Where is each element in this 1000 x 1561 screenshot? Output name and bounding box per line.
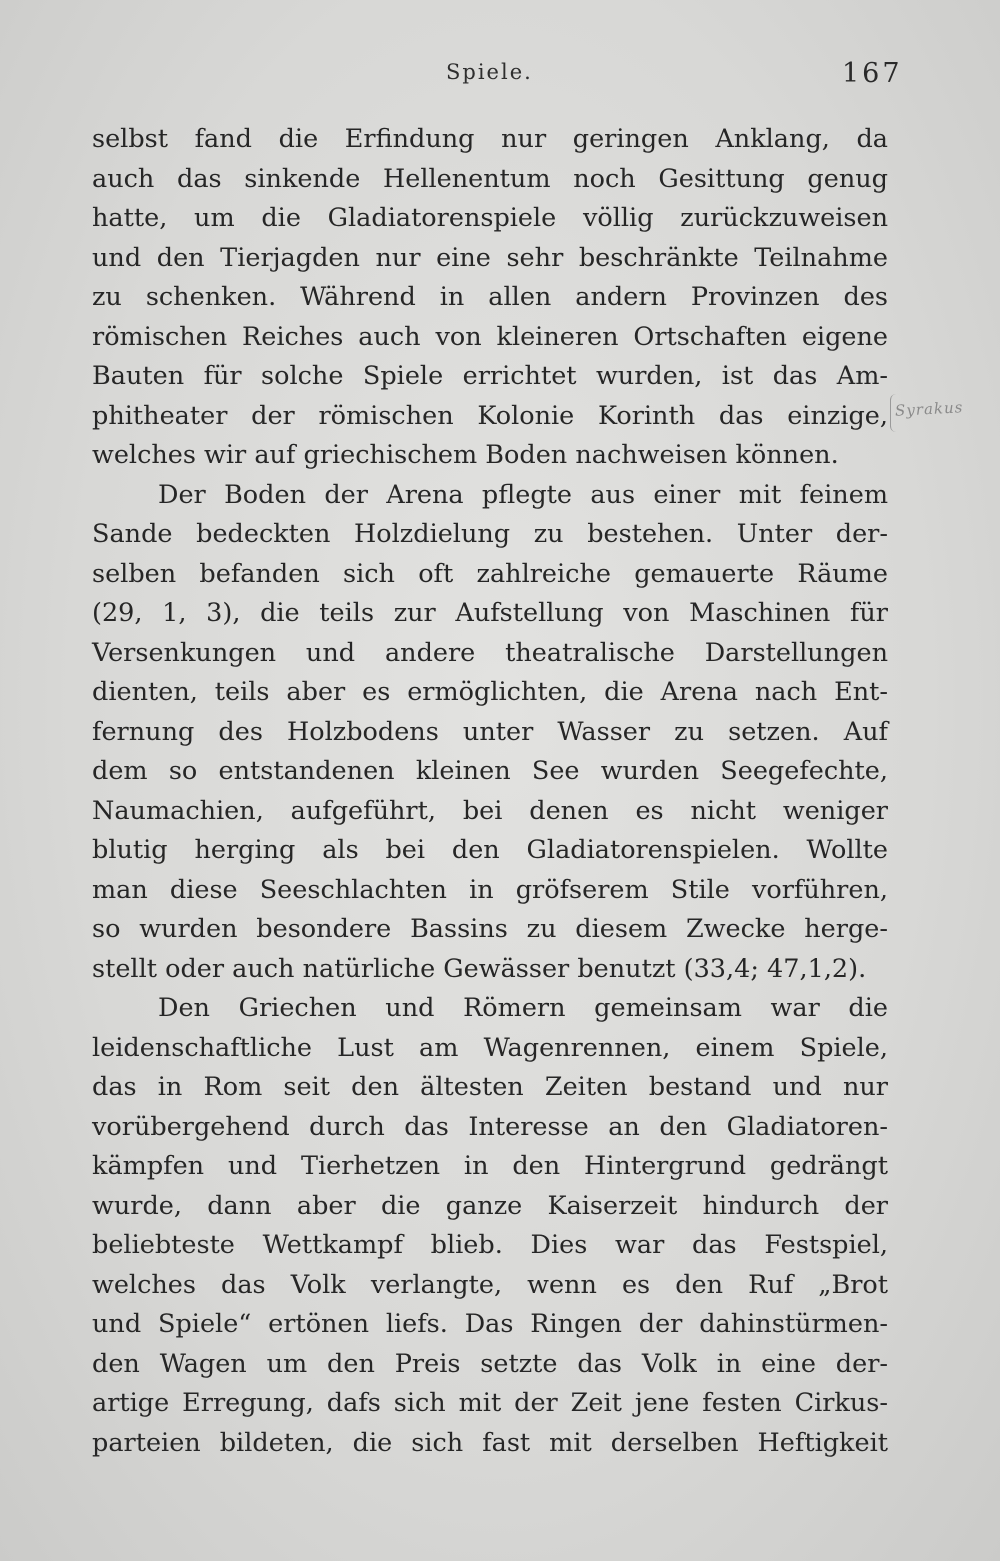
text-line: hatte, um die Gladiatorenspiele völlig zurückzuweisen <box>92 203 888 233</box>
text-line: welches das Volk verlangte, wenn es den Ruf „Brot <box>92 1269 888 1300</box>
text-line: auch das sinkende Hellenentum noch Gesittung genug <box>92 163 888 194</box>
text-line: parteien bildeten, die sich fast mit derselben Heftigkeit <box>92 1427 888 1458</box>
text-line: und Spiele“ ertönen liefs. Das Ringen der dahinstürmen- <box>92 1309 888 1339</box>
paragraph-first-line: Der Boden der Arena pflegte aus einer mit feinem <box>158 479 888 510</box>
text-line: welches wir auf griechischem Boden nachweisen können. <box>92 440 839 470</box>
text-line: dienten, teils aber es ermöglichten, die Arena nach Ent- <box>92 677 888 707</box>
text-line: Sande bedeckten Holzdielung zu bestehen. Unter der- <box>92 519 888 549</box>
text-line: fernung des Holzbodens unter Wasser zu setzen. Auf <box>92 716 888 747</box>
text-line: das in Rom seit den ältesten Zeiten bestand und nur <box>92 1072 888 1102</box>
text-line: Bauten für solche Spiele errichtet wurden, ist das Am- <box>92 361 888 391</box>
running-head <box>0 60 1000 90</box>
text-line: Versenkungen und andere theatralische Darstellungen <box>92 637 888 668</box>
text-line: vorübergehend durch das Interesse an den Gladiatoren- <box>92 1111 888 1142</box>
running-head-title: Spiele. <box>446 60 533 84</box>
text-line: kämpfen und Tierhetzen in den Hintergrund gedrängt <box>92 1151 888 1181</box>
text-line: selben befanden sich oft zahlreiche gemauerte Räume <box>92 558 888 589</box>
text-line: phitheater der römischen Kolonie Korinth das einzige, <box>92 400 888 431</box>
marginal-handwritten-note: Syrakus <box>894 398 964 420</box>
text-line: zu schenken. Während in allen andern Provinzen des <box>92 282 888 312</box>
text-line: wurde, dann aber die ganze Kaiserzeit hindurch der <box>92 1190 888 1221</box>
text-line: Naumachien, aufgeführt, bei denen es nicht weniger <box>92 795 888 826</box>
text-line: blutig herging als bei den Gladiatorenspielen. Wollte <box>92 835 888 865</box>
text-line: artige Erregung, dafs sich mit der Zeit jene festen Cirkus- <box>92 1388 888 1418</box>
body-text <box>92 120 888 1463</box>
text-line: beliebteste Wettkampf blieb. Dies war das Festspiel, <box>92 1230 888 1260</box>
paragraph-first-line: Den Griechen und Römern gemeinsam war die <box>158 993 888 1023</box>
text-line: stellt oder auch natürliche Gewässer benutzt (33,4; 47,1,2). <box>92 953 867 984</box>
text-line: dem so entstandenen kleinen See wurden Seegefechte, <box>92 756 888 786</box>
text-line: den Wagen um den Preis setzte das Volk in eine der- <box>92 1348 888 1379</box>
text-line: und den Tierjagden nur eine sehr beschränkte Teilnahme <box>92 242 888 273</box>
text-line: leidenschaftliche Lust am Wagenrennen, einem Spiele, <box>92 1032 888 1063</box>
text-line: römischen Reiches auch von kleineren Ortschaften eigene <box>92 321 888 352</box>
text-line: man diese Seeschlachten in gröfserem Stile vorführen, <box>92 874 888 905</box>
page-number: 167 <box>842 58 903 89</box>
text-line: (29, 1, 3), die teils zur Aufstellung von Maschinen für <box>92 598 888 628</box>
text-line: so wurden besondere Bassins zu diesem Zwecke herge- <box>92 914 888 944</box>
text-line: selbst fand die Erfindung nur geringen Anklang, da <box>92 124 888 154</box>
